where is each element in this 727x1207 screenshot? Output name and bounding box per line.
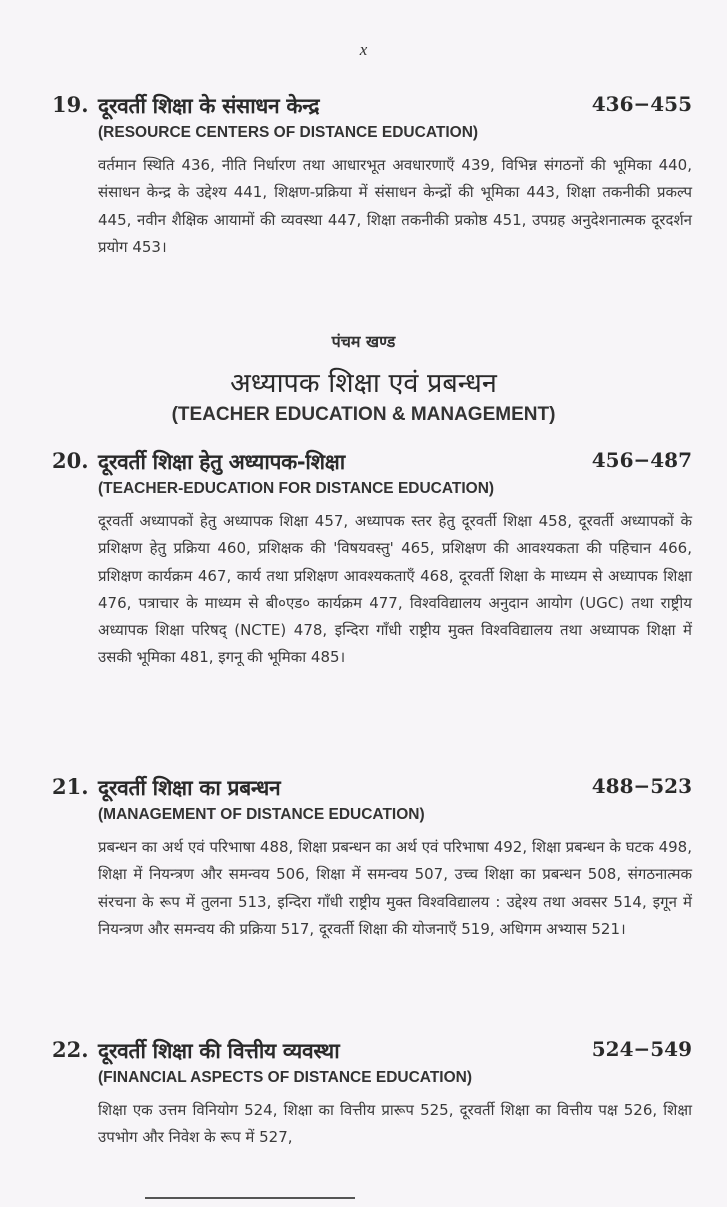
toc-entry-19 (52, 92, 692, 261)
section-title: अध्यापक शिक्षा एवं प्रबन्धन (230, 368, 497, 399)
entry-heading (52, 774, 692, 804)
entry-english-title: (MANAGEMENT OF DISTANCE EDUCATION) (98, 806, 425, 823)
entry-title: दूरवर्ती शिक्षा के संसाधन केन्द्र (98, 94, 320, 118)
entry-title: दूरवर्ती शिक्षा का प्रबन्धन (98, 776, 281, 800)
entry-topics: वर्तमान स्थिति 436, नीति निर्धारण तथा आधारभूत अवधारणाएँ 439, विभिन्न संगठनों की भूमिका 440, संसाधन केन्द्र के उद्देश्य 441, शिक्षण-प्रक्रिया में संसाधन केन्द्रों की भूमिका 443, शिक्षा तकनीकी प्रकल्प 445, नवीन शैक्षिक आयामों की व्यवस्था 447, शिक्षा तकनीकी प्रकोष्ठ 451, उपग्रह अनुदेशनात्मक दूरदर्शन प्रयोग 453। (98, 156, 692, 256)
entry-page-range: 488−523 (591, 774, 692, 798)
entry-english-title: (FINANCIAL ASPECTS OF DISTANCE EDUCATION) (98, 1069, 473, 1086)
entry-topics: शिक्षा एक उत्तम विनियोग 524, शिक्षा का वित्तीय प्रारूप 525, दूरवर्ती शिक्षा का वित्तीय पक्ष 526, शिक्षा उपभोग और निवेश के रूप में 527, (98, 1101, 692, 1147)
entry-page-range: 436−455 (591, 92, 692, 116)
entry-english-title: (RESOURCE CENTERS OF DISTANCE EDUCATION) (98, 124, 479, 141)
entry-topics: दूरवर्ती अध्यापकों हेतु अध्यापक शिक्षा 457, अध्यापक स्तर हेतु दूरवर्ती शिक्षा 458, दूरवर्ती अध्यापकों के प्रशिक्षण हेतु प्रक्रिया 460, प्रशिक्षक की 'विषयवस्तु' 465, प्रशिक्षण की आवश्यकता की पहिचान 466, प्रशिक्षण कार्यक्रम 467, कार्य तथा प्रशिक्षण आवश्यकताएँ 468, दूरवर्ती शिक्षा के माध्यम से अध्यापक शिक्षा 476, पत्राचार के माध्यम से बी०एड० कार्यक्रम 477, विश्वविद्यालय अनुदान आयोग (UGC) तथा राष्ट्रीय अध्यापक शिक्षा परिषद् (NCTE) 478, इन्दिरा गाँधी राष्ट्रीय मुक्त विश्वविद्यालय तथा अध्यापक शिक्षा में उसकी भूमिका 481, इगनू की भूमिका 485। (98, 512, 692, 667)
entry-topics: प्रबन्धन का अर्थ एवं परिभाषा 488, शिक्षा प्रबन्धन का अर्थ एवं परिभाषा 492, शिक्षा प्रबन्धन के घटक 498, शिक्षा में नियन्त्रण और समन्वय 506, शिक्षा में समन्वय 507, उच्च शिक्षा का प्रबन्धन 508, संगठनात्मक संरचना के रूप में तुलना 513, इन्दिरा गाँधी राष्ट्रीय मुक्त विश्वविद्यालय : उद्देश्य तथा अवसर 514, इगून में नियन्त्रण और समन्वय की प्रक्रिया 517, दूरवर्ती शिक्षा की योजनाएँ 519, अधिगम अभ्यास 521। (98, 838, 692, 938)
toc-entry-21 (52, 774, 692, 943)
entry-heading (52, 448, 692, 478)
entry-english-title: (TEACHER-EDUCATION FOR DISTANCE EDUCATION) (98, 480, 495, 497)
bottom-rule (145, 1197, 355, 1199)
entry-page-range: 524−549 (591, 1037, 692, 1061)
entry-title: दूरवर्ती शिक्षा हेतु अध्यापक-शिक्षा (98, 450, 345, 474)
entry-number: 21. (52, 774, 89, 799)
entry-title: दूरवर्ती शिक्षा की वित्तीय व्यवस्था (98, 1039, 340, 1063)
page-number: x (359, 40, 368, 59)
entry-heading (52, 1037, 692, 1067)
toc-entry-22 (52, 1037, 692, 1152)
entry-page-range: 456−487 (591, 448, 692, 472)
entry-number: 20. (52, 448, 89, 473)
section-label: पंचम खण्ड (331, 332, 396, 351)
section-english-title: (TEACHER EDUCATION & MANAGEMENT) (171, 404, 556, 425)
entry-number: 19. (52, 92, 89, 117)
entry-heading (52, 92, 692, 122)
entry-number: 22. (52, 1037, 89, 1062)
toc-entry-20 (52, 448, 692, 672)
